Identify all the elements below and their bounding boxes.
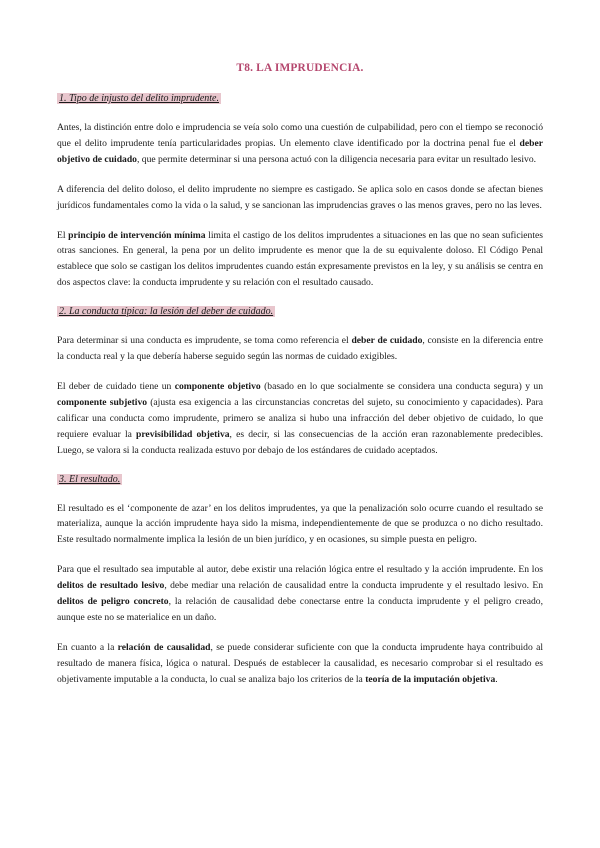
paragraph: En cuanto a la relación de causalidad, se puede considerar suficiente con que la conducta imprudente haya contribuido al resultado de manera física, lógica o natural. Después de establecer la causalidad, es necesario comprobar si el resultado es objetivamente imputable a la conducta, lo cual se analiza bajo los criterios de la teoría de la imputación objetiva. [57,641,543,685]
paragraph: El deber de cuidado tiene un componente objetivo (basado en lo que socialmente se considera una conducta segura) y un componente subjetivo (ajusta esa exigencia a las circunstancias concretas del sujeto, su conocimiento y capacidades). Para calificar una conducta como imprudente, primero se analiza si hubo una infracción del deber objetivo de cuidado, lo que requiere evaluar la previsibilidad objetiva, es decir, si las consecuencias de la acción eran razonablemente predecibles. Luego, se valora si la conducta realizada estuvo por debajo de los estándares de cuidado aceptados. [57,380,544,456]
document-title: T8. LA IMPRUDENCIA. [236,62,364,74]
document-page [57,62,543,688]
paragraph: El resultado es el ‘componente de azar’ en los delitos imprudentes, ya que la penalización solo ocurre cuando el resultado se materializa, aunque la acción imprudente haya sido la misma, independientemente de que se produzca o no dicho resultado. Este resultado normalmente implica la lesión de un bien jurídico, y en ocasiones, su simple puesta en peligro. [57,502,543,546]
paragraph: Para determinar si una conducta es imprudente, se toma como referencia el deber de cuidado, consiste en la diferencia entre la conducta real y la que debería haberse seguido según las normas de cuidado exigibles. [57,335,543,363]
section-heading: 2. La conducta típica: la lesión del deber de cuidado. [59,306,274,318]
paragraph: El principio de intervención mínima limita el castigo de los delitos imprudentes a situaciones en las que no sean suficientes otras sanciones. En general, la pena por un delito imprudente es menor que la de su equivalente doloso. El Código Penal establece que solo se castigan los delitos imprudentes cuando están expresamente previstos en la ley, y su análisis se centra en dos aspectos clave: la conducta imprudente y su relación con el resultado causado. [57,229,543,289]
paragraph: Antes, la distinción entre dolo e imprudencia se veía solo como una cuestión de culpabilidad, pero con el tiempo se reconoció que el delito imprudente tenía particularidades propias. Un elemento clave identificado por la doctrina penal fue el deber objetivo de cuidado, que permite determinar si una persona actuó con la diligencia necesaria para evitar un resultado lesivo. [57,122,543,165]
section-tipo-de-injusto [57,92,543,291]
section-conducta-tipica [57,305,543,458]
paragraph: A diferencia del delito doloso, el delito imprudente no siempre es castigado. Se aplica solo en casos donde se afectan bienes jurídicos fundamentales como la vida o la salud, y se sancionan las imprudencias graves o las menos graves, pero no las leves. [57,183,543,211]
paragraph: Para que el resultado sea imputable al autor, debe existir una relación lógica entre el resultado y la acción imprudente. En los delitos de resultado lesivo, debe mediar una relación de causalidad entre la conducta imprudente y el resultado lesivo. En delitos de peligro concreto, la relación de causalidad debe conectarse entre la conducta imprudente y el peligro creado, aunque este no se materialice en un daño. [57,564,544,623]
section-resultado [57,473,543,688]
section-heading: 1. Tipo de injusto del delito imprudente. [59,93,219,104]
section-heading: 3. El resultado. [59,473,121,485]
